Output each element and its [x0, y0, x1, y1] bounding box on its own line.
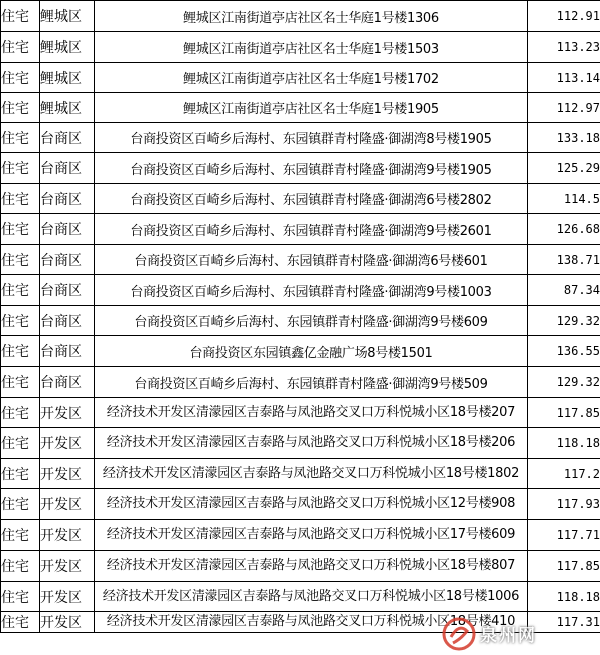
- district-cell: 开发区: [40, 551, 95, 582]
- area-cell: 117.93: [528, 489, 600, 520]
- area-cell: 118.18: [528, 428, 600, 459]
- type-cell: 住宅: [1, 582, 40, 612]
- type-cell: 住宅: [1, 32, 40, 63]
- table-row: [1, 306, 600, 336]
- address-cell: 经济技术开发区清濛园区吉泰路与凤池路交叉口万科悦城小区18号楼410: [95, 612, 528, 633]
- table-row: [1, 275, 600, 306]
- table-row: [1, 520, 600, 551]
- area-cell: 125.29: [528, 153, 600, 184]
- district-cell: 台商区: [40, 214, 95, 245]
- watermark-text: 泉州网: [480, 626, 537, 646]
- district-cell: 开发区: [40, 520, 95, 551]
- table-row: [1, 398, 600, 428]
- address-cell: 经济技术开发区清濛园区吉泰路与凤池路交叉口万科悦城小区18号楼807: [95, 551, 528, 582]
- type-cell: 住宅: [1, 551, 40, 582]
- address-cell: 台商投资区百崎乡后海村、东园镇群青村隆盛·御湖湾9号楼1905: [95, 153, 528, 184]
- district-cell: 台商区: [40, 153, 95, 184]
- address-cell: 经济技术开发区清濛园区吉泰路与凤池路交叉口万科悦城小区17号楼609: [95, 520, 528, 551]
- district-cell: 台商区: [40, 336, 95, 367]
- address-cell: 台商投资区百崎乡后海村、东园镇群青村隆盛·御湖湾6号楼601: [95, 245, 528, 275]
- table-row: [1, 214, 600, 245]
- district-cell: 鲤城区: [40, 32, 95, 63]
- type-cell: 住宅: [1, 306, 40, 336]
- district-cell: 鲤城区: [40, 63, 95, 93]
- area-cell: 117.31: [528, 612, 600, 633]
- table-row: [1, 582, 600, 612]
- address-cell: 台商投资区百崎乡后海村、东园镇群青村隆盛·御湖湾9号楼1003: [95, 275, 528, 306]
- district-cell: 台商区: [40, 184, 95, 214]
- address-cell: 鲤城区江南街道亭店社区名士华庭1号楼1503: [95, 32, 528, 63]
- type-cell: 住宅: [1, 93, 40, 123]
- district-cell: 台商区: [40, 306, 95, 336]
- address-cell: 经济技术开发区清濛园区吉泰路与凤池路交叉口万科悦城小区18号楼1802: [95, 459, 528, 489]
- address-cell: 经济技术开发区清濛园区吉泰路与凤池路交叉口万科悦城小区18号楼1006: [95, 582, 528, 612]
- address-cell: 台商投资区百崎乡后海村、东园镇群青村隆盛·御湖湾6号楼2802: [95, 184, 528, 214]
- district-cell: 开发区: [40, 612, 95, 633]
- district-cell: 开发区: [40, 582, 95, 612]
- address-cell: 台商投资区百崎乡后海村、东园镇群青村隆盛·御湖湾9号楼509: [95, 367, 528, 398]
- table-row: [1, 32, 600, 63]
- area-cell: 112.97: [528, 93, 600, 123]
- address-cell: 台商投资区百崎乡后海村、东园镇群青村隆盛·御湖湾8号楼1905: [95, 123, 528, 153]
- district-cell: 开发区: [40, 428, 95, 459]
- type-cell: 住宅: [1, 275, 40, 306]
- area-cell: 87.34: [528, 275, 600, 306]
- address-cell: 经济技术开发区清濛园区吉泰路与凤池路交叉口万科悦城小区18号楼206: [95, 428, 528, 459]
- type-cell: 住宅: [1, 612, 40, 633]
- district-cell: 开发区: [40, 489, 95, 520]
- type-cell: 住宅: [1, 520, 40, 551]
- type-cell: 住宅: [1, 336, 40, 367]
- table-row: [1, 489, 600, 520]
- area-cell: 117.2: [528, 459, 600, 489]
- area-cell: 113.23: [528, 32, 600, 63]
- table-row: [1, 93, 600, 123]
- area-cell: 114.5: [528, 184, 600, 214]
- district-cell: 台商区: [40, 275, 95, 306]
- table-row: [1, 367, 600, 398]
- table-row: [1, 336, 600, 367]
- type-cell: 住宅: [1, 367, 40, 398]
- area-cell: 136.55: [528, 336, 600, 367]
- area-cell: 117.85: [528, 551, 600, 582]
- table-row: [1, 459, 600, 489]
- address-cell: 鲤城区江南街道亭店社区名士华庭1号楼1702: [95, 63, 528, 93]
- address-cell: 台商投资区百崎乡后海村、东园镇群青村隆盛·御湖湾9号楼2601: [95, 214, 528, 245]
- area-cell: 118.18: [528, 582, 600, 612]
- type-cell: 住宅: [1, 184, 40, 214]
- type-cell: 住宅: [1, 489, 40, 520]
- district-cell: 开发区: [40, 459, 95, 489]
- site-watermark: [436, 612, 600, 655]
- address-cell: 鲤城区江南街道亭店社区名士华庭1号楼1905: [95, 93, 528, 123]
- table-row: [1, 551, 600, 582]
- type-cell: 住宅: [1, 428, 40, 459]
- type-cell: 住宅: [1, 123, 40, 153]
- type-cell: 住宅: [1, 245, 40, 275]
- address-cell: 经济技术开发区清濛园区吉泰路与凤池路交叉口万科悦城小区12号楼908: [95, 489, 528, 520]
- area-cell: 117.85: [528, 398, 600, 428]
- area-cell: 113.14: [528, 63, 600, 93]
- table-row: [1, 153, 600, 184]
- address-cell: 鲤城区江南街道亭店社区名士华庭1号楼1306: [95, 1, 528, 32]
- area-cell: 117.71: [528, 520, 600, 551]
- type-cell: 住宅: [1, 1, 40, 32]
- table-body: [1, 1, 600, 633]
- district-cell: 台商区: [40, 123, 95, 153]
- type-cell: 住宅: [1, 214, 40, 245]
- type-cell: 住宅: [1, 398, 40, 428]
- district-cell: 鲤城区: [40, 1, 95, 32]
- table-row: [1, 123, 600, 153]
- area-cell: 138.71: [528, 245, 600, 275]
- table-row: [1, 428, 600, 459]
- table-row: [1, 63, 600, 93]
- district-cell: 鲤城区: [40, 93, 95, 123]
- table-row: [1, 184, 600, 214]
- watermark-logo-icon: [442, 617, 476, 651]
- district-cell: 台商区: [40, 245, 95, 275]
- area-cell: 126.68: [528, 214, 600, 245]
- district-cell: 台商区: [40, 367, 95, 398]
- district-cell: 开发区: [40, 398, 95, 428]
- table-row: [1, 245, 600, 275]
- area-cell: 112.91: [528, 1, 600, 32]
- address-cell: 台商投资区百崎乡后海村、东园镇群青村隆盛·御湖湾9号楼609: [95, 306, 528, 336]
- type-cell: 住宅: [1, 63, 40, 93]
- type-cell: 住宅: [1, 153, 40, 184]
- area-cell: 129.32: [528, 367, 600, 398]
- area-cell: 133.18: [528, 123, 600, 153]
- address-cell: 经济技术开发区清濛园区吉泰路与凤池路交叉口万科悦城小区18号楼207: [95, 398, 528, 428]
- address-cell: 台商投资区东园镇鑫亿金融广场8号楼1501: [95, 336, 528, 367]
- type-cell: 住宅: [1, 459, 40, 489]
- table-row: [1, 1, 600, 32]
- area-cell: 129.32: [528, 306, 600, 336]
